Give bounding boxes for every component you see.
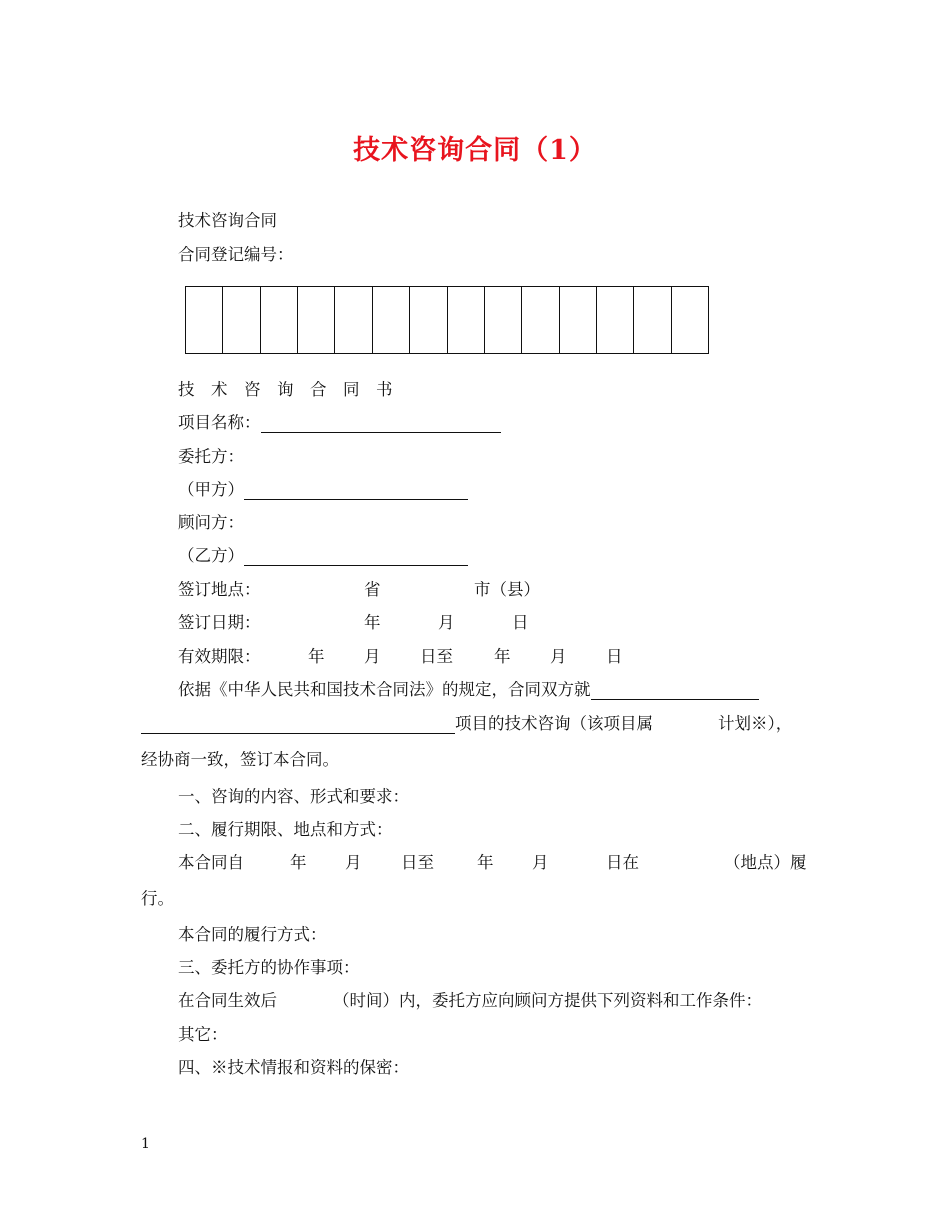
party-b-field[interactable] bbox=[244, 547, 468, 566]
grid-cell bbox=[185, 286, 222, 354]
term-continued: 行。 bbox=[141, 889, 174, 908]
grid-cell bbox=[559, 286, 596, 354]
client-label: 委托方： bbox=[178, 447, 244, 466]
party-a-label: （甲方） bbox=[178, 480, 244, 499]
grid-cell bbox=[633, 286, 670, 354]
basis-blank-1[interactable] bbox=[591, 681, 759, 700]
signing-month-label: 月 bbox=[438, 613, 455, 632]
grid-cell bbox=[484, 286, 521, 354]
basis-blank-2[interactable] bbox=[141, 715, 455, 734]
party-b-label: （乙方） bbox=[178, 546, 244, 565]
grid-cell bbox=[409, 286, 446, 354]
client-duty-start: 在合同生效后 bbox=[178, 991, 277, 1010]
project-name-field[interactable] bbox=[261, 414, 501, 433]
basis-text: 依据《中华人民共和国技术合同法》的规定，合同双方就 bbox=[178, 680, 591, 699]
section-1-heading: 一、咨询的内容、形式和要求： bbox=[178, 787, 409, 806]
grid-cell bbox=[447, 286, 484, 354]
province-label: 省 bbox=[364, 580, 381, 599]
page-number: 1 bbox=[141, 1136, 150, 1152]
signing-place-label: 签订地点： bbox=[178, 580, 261, 599]
grid-cell bbox=[372, 286, 409, 354]
section-3-heading: 三、委托方的协作事项： bbox=[178, 958, 360, 977]
term-end-year: 年 bbox=[477, 853, 494, 872]
party-a-field[interactable] bbox=[244, 481, 468, 500]
section-4-heading: 四、※技术情报和资料的保密： bbox=[178, 1058, 409, 1077]
term-start-year: 年 bbox=[290, 853, 307, 872]
term-location: （地点）履 bbox=[724, 853, 807, 872]
document-title: 技术咨询合同（1） bbox=[353, 135, 597, 166]
plan-text: 计划※）， bbox=[718, 714, 793, 733]
validity-end-day: 日 bbox=[606, 647, 623, 666]
grid-cell bbox=[334, 286, 371, 354]
grid-cell bbox=[521, 286, 558, 354]
consultant-label: 顾问方： bbox=[178, 513, 244, 532]
validity-start-year: 年 bbox=[308, 647, 325, 666]
contract-book-heading: 技 术 咨 询 合 同 书 bbox=[178, 380, 393, 399]
grid-cell bbox=[297, 286, 334, 354]
term-start-day: 日至 bbox=[401, 853, 434, 872]
basis-paragraph-line3: 经协商一致，签订本合同。 bbox=[141, 750, 339, 769]
client-duty-text: （时间）内，委托方应向顾问方提供下列资料和工作条件： bbox=[333, 991, 762, 1010]
validity-label: 有效期限： bbox=[178, 647, 261, 666]
city-county-label: 市（县） bbox=[474, 580, 540, 599]
validity-start-month: 月 bbox=[364, 647, 381, 666]
project-name-label: 项目名称： bbox=[178, 413, 261, 432]
validity-end-month: 月 bbox=[550, 647, 567, 666]
performance-method-label: 本合同的履行方式： bbox=[178, 925, 327, 944]
grid-cell bbox=[222, 286, 259, 354]
signing-year-label: 年 bbox=[364, 613, 381, 632]
party-a-row bbox=[178, 480, 468, 500]
term-from-label: 本合同自 bbox=[178, 853, 244, 872]
section-2-heading: 二、履行期限、地点和方式： bbox=[178, 820, 393, 839]
validity-end-year: 年 bbox=[494, 647, 511, 666]
term-start-month: 月 bbox=[345, 853, 362, 872]
basis-paragraph-line1 bbox=[178, 680, 759, 700]
project-name-row bbox=[178, 413, 501, 433]
grid-cell bbox=[260, 286, 297, 354]
registration-number-label: 合同登记编号： bbox=[178, 245, 294, 264]
signing-day-label: 日 bbox=[512, 613, 529, 632]
term-end-month: 月 bbox=[532, 853, 549, 872]
basis-paragraph-line2 bbox=[141, 714, 653, 734]
party-b-row bbox=[178, 546, 468, 566]
term-end-day: 日在 bbox=[606, 853, 639, 872]
other-label: 其它： bbox=[178, 1025, 228, 1044]
project-consult-text: 项目的技术咨询（该项目属 bbox=[455, 714, 653, 733]
grid-cell bbox=[596, 286, 633, 354]
registration-number-grid bbox=[185, 286, 709, 354]
grid-cell bbox=[671, 286, 709, 354]
contract-heading: 技术咨询合同 bbox=[178, 211, 277, 230]
signing-date-label: 签订日期： bbox=[178, 613, 261, 632]
validity-start-day: 日至 bbox=[420, 647, 453, 666]
